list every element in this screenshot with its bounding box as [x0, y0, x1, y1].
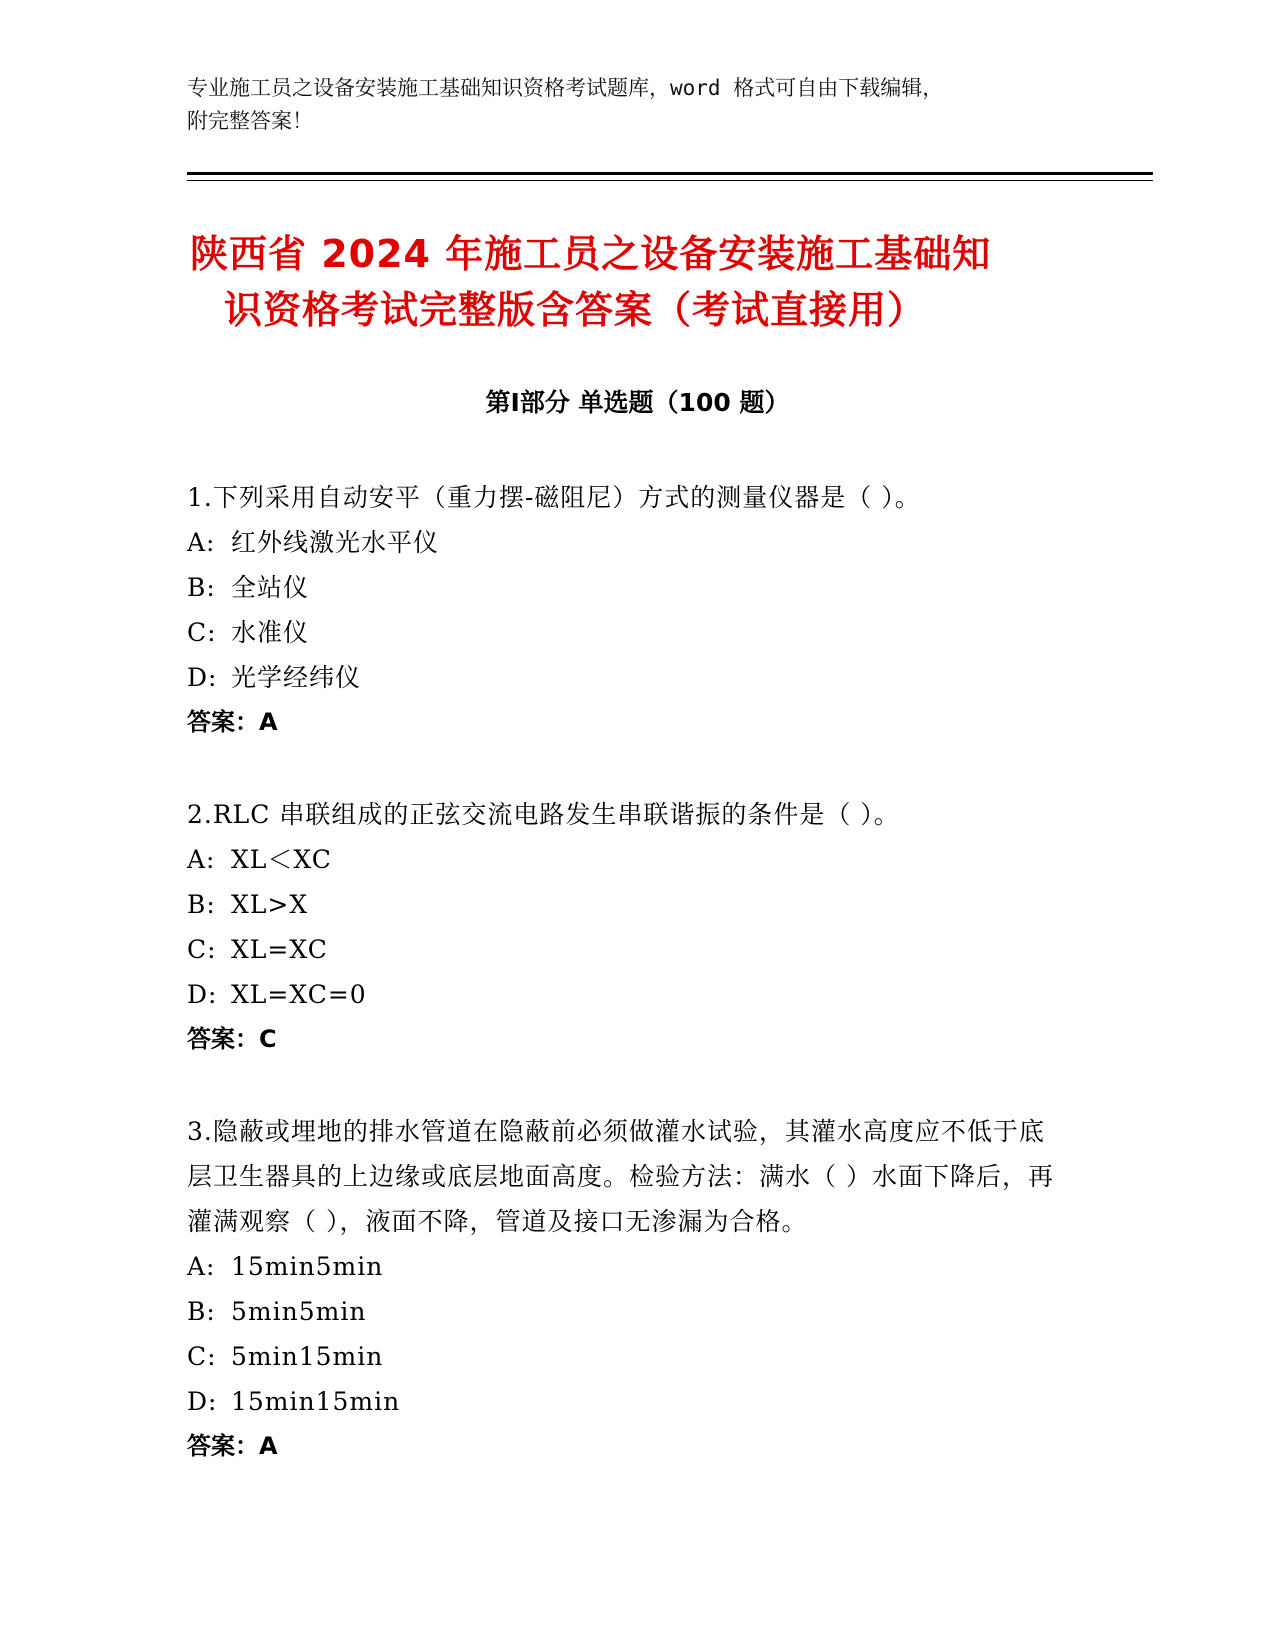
- option-letter: A:: [187, 528, 216, 557]
- option-text: 5min15min: [231, 1342, 384, 1371]
- section-title: 第Ⅰ部分 单选题（100 题）: [485, 388, 790, 417]
- header-note-line-1: 专业施工员之设备安装施工基础知识资格考试题库，word 格式可自由下载编辑，: [187, 76, 944, 100]
- question-option-b: [187, 565, 1067, 610]
- question-stem: 2.RLC 串联组成的正弦交流电路发生串联谐振的条件是（ ）。: [187, 800, 900, 829]
- option-letter: B:: [187, 573, 216, 602]
- question-3: [187, 1109, 1067, 1469]
- question-option-c: [187, 610, 1067, 655]
- header-divider-thick: [187, 172, 1153, 175]
- option-letter: A:: [187, 1252, 216, 1281]
- option-letter: C:: [187, 618, 217, 647]
- header-divider-thin: [187, 180, 1153, 181]
- question-list: [187, 475, 1067, 1516]
- question-answer: 答案：A: [187, 708, 278, 736]
- question-option-a: [187, 1244, 1067, 1289]
- question-option-b: [187, 882, 1067, 927]
- question-1: [187, 475, 1067, 745]
- option-text: XL＜XC: [231, 845, 332, 874]
- option-letter: B:: [187, 1297, 216, 1326]
- question-stem: 1.下列采用自动安平（重力摆-磁阻尼）方式的测量仪器是（ ）。: [187, 483, 921, 512]
- option-letter: A:: [187, 845, 216, 874]
- document-title-line-2: 识资格考试完整版含答案（考试直接用）: [224, 288, 927, 332]
- option-letter: D:: [187, 980, 218, 1009]
- question-option-d: [187, 972, 1067, 1017]
- question-stem: 3.隐蔽或埋地的排水管道在隐蔽前必须做灌水试验，其灌水高度应不低于底层卫生器具的上边缘或底层地面高度。检验方法：满水（ ）水面下降后，再灌满观察（ ），液面不降，管道及接口无渗漏为合格。: [187, 1117, 1054, 1236]
- option-text: 15min5min: [231, 1252, 384, 1281]
- option-letter: D:: [187, 663, 218, 692]
- option-text: 15min15min: [231, 1387, 401, 1416]
- option-text: 全站仪: [231, 573, 310, 602]
- option-letter: C:: [187, 1342, 217, 1371]
- question-option-b: [187, 1289, 1067, 1334]
- option-text: XL=XC: [231, 935, 328, 964]
- option-text: 水准仪: [231, 618, 310, 647]
- question-option-a: [187, 837, 1067, 882]
- question-answer: 答案：C: [187, 1025, 277, 1053]
- option-text: 红外线激光水平仪: [231, 528, 440, 557]
- question-option-d: [187, 1379, 1067, 1424]
- option-text: XL>X: [231, 890, 309, 919]
- option-letter: B:: [187, 890, 216, 919]
- document-title-line-1: 陕西省 2024 年施工员之设备安装施工基础知: [190, 232, 992, 276]
- question-2: [187, 792, 1067, 1062]
- header-note: [187, 72, 1067, 138]
- question-answer: 答案：A: [187, 1432, 278, 1460]
- header-note-line-2: 附完整答案！: [187, 109, 313, 133]
- question-option-c: [187, 927, 1067, 972]
- option-letter: C:: [187, 935, 217, 964]
- question-option-c: [187, 1334, 1067, 1379]
- option-text: 5min5min: [231, 1297, 367, 1326]
- document-title: [190, 226, 1090, 338]
- question-option-d: [187, 655, 1067, 700]
- question-option-a: [187, 520, 1067, 565]
- option-letter: D:: [187, 1387, 218, 1416]
- option-text: 光学经纬仪: [231, 663, 362, 692]
- option-text: XL=XC=0: [231, 980, 367, 1009]
